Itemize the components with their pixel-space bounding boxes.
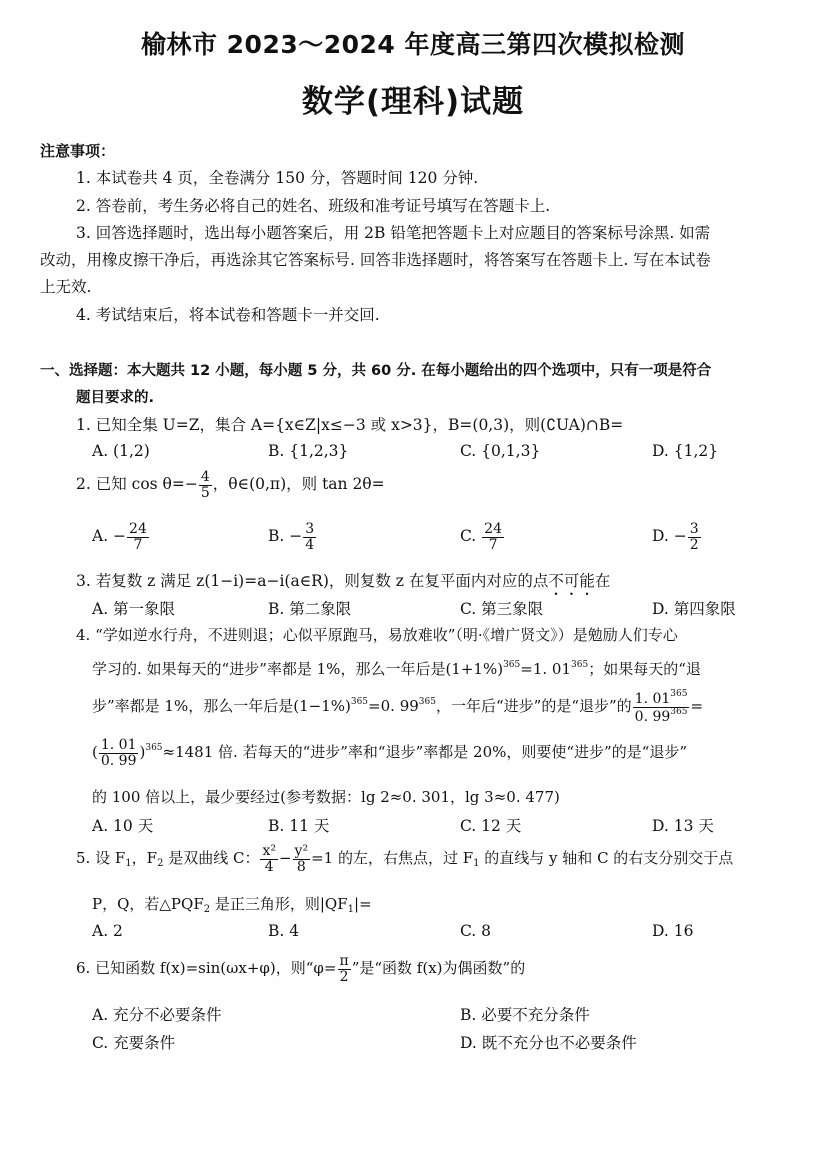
q5-sub-4: 2 [203,904,211,915]
q2-option-c-label: C. [460,527,482,546]
q5-sub-5: 1 [347,904,355,915]
q6-option-a: A. 充分不必要条件 [92,1006,222,1024]
q6-stem-b: ”是“函数 f(x)为偶函数”的 [351,959,526,978]
q5-sub-3: 1 [473,858,480,870]
q4-exp-5: 365 [145,743,163,754]
question-6-stem [76,954,525,984]
q5-line1-a: 5. 设 F [76,849,126,868]
q4-line2-a: 学习的. 如果每天的“进步”率都是 1%，那么一年后是(1+1%) [92,660,504,678]
q4-ratio-fraction [633,690,690,724]
q4-line4-a: ≈1481 倍. 若每天的“进步”率和“退步”率都是 20%，则要使“进步”的是“退步” [162,743,688,762]
q5-line1-c: 是双曲线 C： [163,849,260,868]
q2-option-b-num: 3 [305,521,315,537]
q3-stem-suffix: 在 [594,572,611,590]
q2-stem-prefix: 2. 已知 cos θ=− [76,475,198,494]
q4-line3-end: = [690,697,704,716]
q4-line3-c: ，一年后“进步”的是“退步”的 [435,697,632,716]
q4-exp-1: 365 [503,660,521,670]
q5-fy-den: 8 [296,858,306,875]
q4-option-c: C. 12 天 [460,817,522,835]
q2-option-b [268,522,317,552]
q6-frac-den: 2 [339,968,349,985]
q5-line1-d: =1 的左，右焦点，过 F [311,849,474,868]
q3-option-a: A. 第一象限 [92,600,176,618]
q2-option-a-label: A. − [92,527,127,546]
q2-option-d-den: 2 [689,536,699,553]
q2-option-b-label: B. − [268,527,303,546]
q5-option-d: D. 16 [652,922,694,940]
q5-y-fraction [293,844,311,874]
q2-option-c-den: 7 [488,536,498,553]
q1-option-b: B. {1,2,3} [268,442,349,460]
q5-fx-den: 4 [264,858,274,875]
q5-option-c: C. 8 [460,922,492,940]
q5-option-b: B. 4 [268,922,300,940]
q5-fy-num: y² [294,843,309,859]
q2-frac-num: 4 [200,469,210,485]
notice-item-3-cont: 改动，用橡皮擦干净后，再选涂其它答案标号. 回答非选择题时，将答案写在答题卡上. 写在本试卷 [40,251,711,269]
q2-option-a [92,522,150,552]
notice-item-3: 3. 回答选择题时，选出每小题答案后，用 2B 铅笔把答题卡上对应题目的答案标号涂黑. 如需 [76,224,711,242]
q4-frac1-num-exp: 365 [670,689,688,699]
q4-line2-c: ；如果每天的“退 [588,660,701,678]
q3-stem-prefix: 3. 若复数 z 满足 z(1−i)=a−i(a∈R)，则复数 z 在复平面内对应的点 [76,572,549,590]
question-5-line2 [92,893,372,915]
section-heading-cont: 题目要求的. [76,390,155,406]
question-4-line3 [92,690,703,724]
q2-option-d [652,522,702,552]
q2-option-d-num: 3 [689,521,699,537]
q4-ratio-fraction-2 [99,738,139,768]
exam-subject: 数学(理科)试题 [301,84,525,120]
question-5-line1 [76,844,733,874]
q2-frac-den: 5 [200,484,210,501]
q5-line2-c: |= [354,895,372,913]
q6-stem-a: 6. 已知函数 f(x)=sin(ωx+φ)，则“φ= [76,959,337,978]
q5-line1-e: 的直线与 y 轴和 C 的右支分别交于点 [479,849,734,868]
question-1-stem: 1. 已知全集 U=Z，集合 A={x∈Z|x≤−3 或 x>3}，B=(0,3)，则(∁UA)∩B= [76,416,624,434]
q4-option-b: B. 11 天 [268,817,330,835]
q6-frac-num: π [339,953,349,969]
question-4-line1: 4. “学如逆水行舟，不进则退；心似平原跑马，易放难收”（明·《增广贤文》）是勉励人们专心 [76,626,678,644]
question-4-line5: 的 100 倍以上，最少要经过(参考数据：lg 2≈0. 301，lg 3≈0. 477) [92,788,560,806]
q5-x-fraction [260,844,278,874]
q4-exp-3: 365 [350,697,369,708]
q2-option-c [460,522,505,552]
q2-option-a-den: 7 [133,536,143,553]
q4-line2-b: =1. 01 [520,660,571,678]
q5-minus: − [278,849,292,868]
q3-option-b: B. 第二象限 [268,600,352,618]
q3-emphasis: 不可能 [548,572,595,590]
q5-sub-1: 1 [125,858,132,870]
q6-option-d: D. 既不充分也不必要条件 [460,1034,637,1052]
q4-line3-b: =0. 99 [368,697,419,716]
q4-frac1-den-exp: 365 [670,706,688,717]
q5-fx-num: x² [262,843,276,859]
q5-line2-a: P，Q，若△PQF [92,895,204,913]
q4-line3-a: 步”率都是 1%，那么一年后是(1−1%) [92,697,351,716]
question-4-line2 [92,658,701,679]
q2-fraction [199,470,212,500]
q6-option-c: C. 充要条件 [92,1034,176,1052]
notice-item-4: 4. 考试结束后，将本试卷和答题卡一并交回. [76,306,380,324]
q4-frac2-den: 0. 99 [100,752,137,769]
q3-option-d: D. 第四象限 [652,600,736,618]
q4-frac2-num: 1. 01 [100,737,137,753]
q5-line1-b: ，F [131,849,158,868]
q4-option-d: D. 13 天 [652,817,714,835]
q1-option-d: D. {1,2} [652,442,719,460]
q3-option-c: C. 第三象限 [460,600,544,618]
question-3-stem [76,569,610,599]
q4-exp-2: 365 [571,660,589,670]
q6-option-b: B. 必要不充分条件 [460,1006,590,1024]
question-4-line4: ( $\frac{1. 01}{0. 99}$ )$^{365}$≈1481 倍. 若每天的“进步”率和“退步”率都是 20%，则要使“进步”的是“退步” [92,737,688,769]
q4-frac1-num: 1. 01 [634,691,671,707]
q2-stem-suffix: ，θ∈(0,π)，则 tan 2θ= [212,475,385,494]
q4-option-a: A. 10 天 [92,817,154,835]
notice-item-3-end: 上无效. [40,278,92,296]
notice-heading: 注意事项： [40,142,116,160]
q2-option-b-den: 4 [305,536,315,553]
q4-exp-4: 365 [418,697,436,708]
q2-option-c-num: 24 [484,521,502,537]
q5-line2-b: 是正三角形，则|QF [210,895,348,913]
q6-fraction [338,954,351,984]
notice-item-1: 1. 本试卷共 4 页，全卷满分 150 分，答题时间 120 分钟. [76,169,479,187]
question-2-stem [76,470,385,500]
exam-title: 榆林市 2023～2024 年度高三第四次模拟检测 [140,30,686,59]
section-heading: 一、选择题：本大题共 12 小题，每小题 5 分，共 60 分. 在每小题给出的四个选项中，只有一项是符合 [40,363,712,379]
q2-option-a-num: 24 [129,521,147,537]
q4-frac1-den: 0. 99 [634,708,671,725]
notice-item-2: 2. 答卷前，考生务必将自己的姓名、班级和准考证号填写在答题卡上. [76,197,551,215]
q1-option-c: C. {0,1,3} [460,442,541,460]
q5-option-a: A. 2 [92,922,123,940]
q2-option-d-label: D. − [652,527,687,546]
q1-option-a: A. (1,2) [92,442,150,460]
q5-sub-2: 2 [157,858,164,870]
